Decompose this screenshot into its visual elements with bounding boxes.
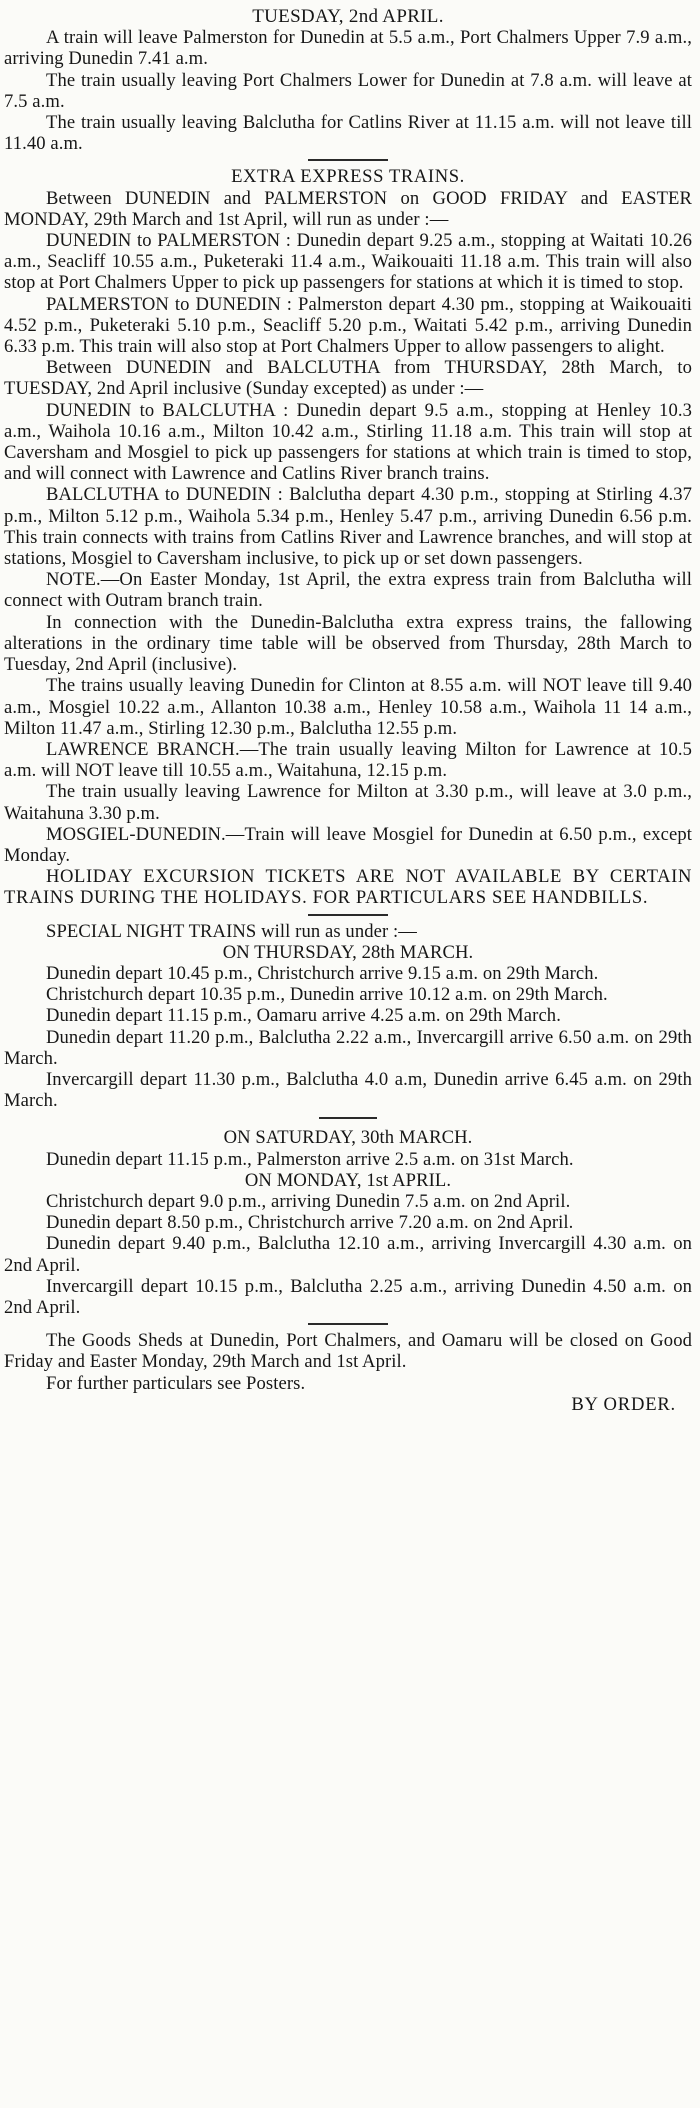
signature: BY ORDER. bbox=[571, 1393, 676, 1415]
notice-paragraph-catlins: The train usually leaving Balclutha for Catlins River at 11.15 a.m. will not leave till 11.40 a.m. bbox=[4, 112, 692, 155]
express-balclutha-to-dunedin: BALCLUTHA to DUNEDIN : Balclutha depart 4.30 p.m., stopping at Stirling 4.37 p.m., Milton 5.12 p.m., Waihola 5.34 p.m., Henley 5.47 p.m., arriving Dunedin 6.56 p.m. This train connects with trains from Catlins River and Lawrence branches, and will stop at stations, Mosgiel to Caversham inclusive, to pick up or set down passengers. bbox=[4, 484, 692, 570]
express-intro: Between DUNEDIN and PALMERSTON on GOOD FRIDAY and EASTER MONDAY, 29th March and 1st April, will run as under :— bbox=[4, 187, 692, 230]
night-thursday-heading: ON THURSDAY, 28th MARCH. bbox=[222, 941, 474, 963]
night-thursday-line: Dunedin depart 11.20 p.m., Balclutha 2.22 a.m., Invercargill arrive 6.50 a.m. on 29th March. bbox=[4, 1026, 692, 1069]
night-monday-line: Dunedin depart 8.50 p.m., Christchurch arrive 7.20 a.m. on 2nd April. bbox=[46, 1212, 574, 1234]
further-particulars: For further particulars see Posters. bbox=[46, 1372, 306, 1394]
night-thursday-line: Dunedin depart 10.45 p.m., Christchurch arrive 9.15 a.m. on 29th March. bbox=[46, 962, 599, 984]
express-clinton: The trains usually leaving Dunedin for Clinton at 8.55 a.m. will NOT leave till 9.40 a.m., Mosgiel 10.22 a.m., Allanton 10.38 a.m., Henley 10.58 a.m., Waihola 11 14 a.m., Milton 11.47 a.m., Stirling 12.30 p.m., Balclutha 12.55 p.m. bbox=[4, 675, 692, 739]
night-monday-heading: ON MONDAY, 1st APRIL. bbox=[244, 1169, 452, 1191]
night-monday-line: Dunedin depart 9.40 p.m., Balclutha 12.10 a.m., arriving Invercargill 4.30 a.m. on 2nd April. bbox=[4, 1233, 692, 1276]
section-divider bbox=[308, 1323, 388, 1325]
night-monday-line: Invercargill depart 10.15 p.m., Balclutha 2.25 a.m., arriving Dunedin 4.50 a.m. on 2nd April. bbox=[4, 1275, 692, 1318]
express-lawrence-return: The train usually leaving Lawrence for Milton at 3.30 p.m., will leave at 3.0 p.m., Waitahuna 3.30 p.m. bbox=[4, 781, 692, 824]
night-thursday-line: Invercargill depart 11.30 p.m., Balclutha 4.0 a.m, Dunedin arrive 6.45 a.m. on 29th March. bbox=[4, 1068, 692, 1112]
express-note: NOTE.—On Easter Monday, 1st April, the extra express train from Balclutha will connect with Outram branch train. bbox=[4, 569, 692, 612]
notice-column bbox=[4, 6, 692, 1415]
express-balclutha-intro: Between DUNEDIN and BALCLUTHA from THURSDAY, 28th March, to TUESDAY, 2nd April inclusive (Sunday excepted) as under :— bbox=[4, 357, 692, 400]
express-mosgiel: MOSGIEL-DUNEDIN.—Train will leave Mosgiel for Dunedin at 6.50 p.m., except Monday. bbox=[4, 823, 692, 866]
goods-sheds-notice: The Goods Sheds at Dunedin, Port Chalmers, and Oamaru will be closed on Good Friday and Easter Monday, 29th March and 1st April. bbox=[4, 1330, 692, 1373]
section-divider bbox=[308, 914, 388, 916]
express-lawrence-branch: LAWRENCE BRANCH.—The train usually leaving Milton for Lawrence at 10.5 a.m. will NOT leave till 10.55 a.m., Waitahuna, 12.15 p.m. bbox=[4, 738, 692, 782]
notice-paragraph-port-chalmers: The train usually leaving Port Chalmers Lower for Dunedin at 7.8 a.m. will leave at 7.5 a.m. bbox=[4, 69, 692, 112]
notice-paragraph-palmerston: A train will leave Palmerston for Dunedin at 5.5 a.m., Port Chalmers Upper 7.9 a.m., arriving Dunedin 7.41 a.m. bbox=[4, 27, 692, 70]
night-monday-line: Christchurch depart 9.0 p.m., arriving Dunedin 7.5 a.m. on 2nd April. bbox=[46, 1190, 571, 1212]
express-dunedin-to-balclutha: DUNEDIN to BALCLUTHA : Dunedin depart 9.5 a.m., stopping at Henley 10.3 a.m., Waihola 10.16 a.m., Milton 10.42 a.m., Stirling 11.18 a.m. This train will stop at Caversham and Mosgiel to pick up passengers for stations at which train is timed to stop, and will connect with Lawrence and Catlins River branch trains. bbox=[4, 399, 692, 485]
express-palmerston-to-dunedin: PALMERSTON to DUNEDIN : Palmerston depart 4.30 pm., stopping at Waikouaiti 4.52 p.m., Puketeraki 5.10 p.m., Seacliff 5.20 p.m., Waitati 5.42 p.m., arriving Dunedin 6.33 p.m. This train will also stop at Port Chalmers Upper to allow passengers to alight. bbox=[4, 293, 692, 358]
night-saturday-heading: ON SATURDAY, 30th MARCH. bbox=[223, 1127, 473, 1149]
section-divider bbox=[319, 1117, 377, 1119]
night-saturday-line: Dunedin depart 11.15 p.m., Palmerston arrive 2.5 a.m. on 31st March. bbox=[46, 1148, 574, 1170]
notice-title: TUESDAY, 2nd APRIL. bbox=[252, 6, 444, 27]
night-thursday-line: Christchurch depart 10.35 p.m., Dunedin arrive 10.12 a.m. on 29th March. bbox=[46, 984, 608, 1006]
express-holiday-notice: HOLIDAY EXCURSION TICKETS ARE NOT AVAILABLE BY CERTAIN TRAINS DURING THE HOLIDAYS. FOR PARTICULARS SEE HANDBILLS. bbox=[4, 866, 692, 909]
express-heading: EXTRA EXPRESS TRAINS. bbox=[231, 166, 465, 188]
express-dunedin-to-palmerston: DUNEDIN to PALMERSTON : Dunedin depart 9.25 a.m., stopping at Waitati 10.26 a.m., Seacliff 10.55 a.m., Puketeraki 11.4 a.m., Waikouaiti 11.18 a.m. This train will also stop at Port Chalmers Upper to pick up passengers for stations at which it is timed to stop. bbox=[4, 230, 692, 294]
section-divider bbox=[308, 159, 388, 161]
night-heading: SPECIAL NIGHT TRAINS will run as under :— bbox=[46, 920, 417, 942]
express-connection: In connection with the Dunedin-Balclutha extra express trains, the fallowing alterations in the ordinary time table will be observed from Thursday, 28th March to Tuesday, 2nd April (inclusive). bbox=[4, 611, 692, 676]
night-thursday-line: Dunedin depart 11.15 p.m., Oamaru arrive 4.25 a.m. on 29th March. bbox=[46, 1005, 561, 1027]
